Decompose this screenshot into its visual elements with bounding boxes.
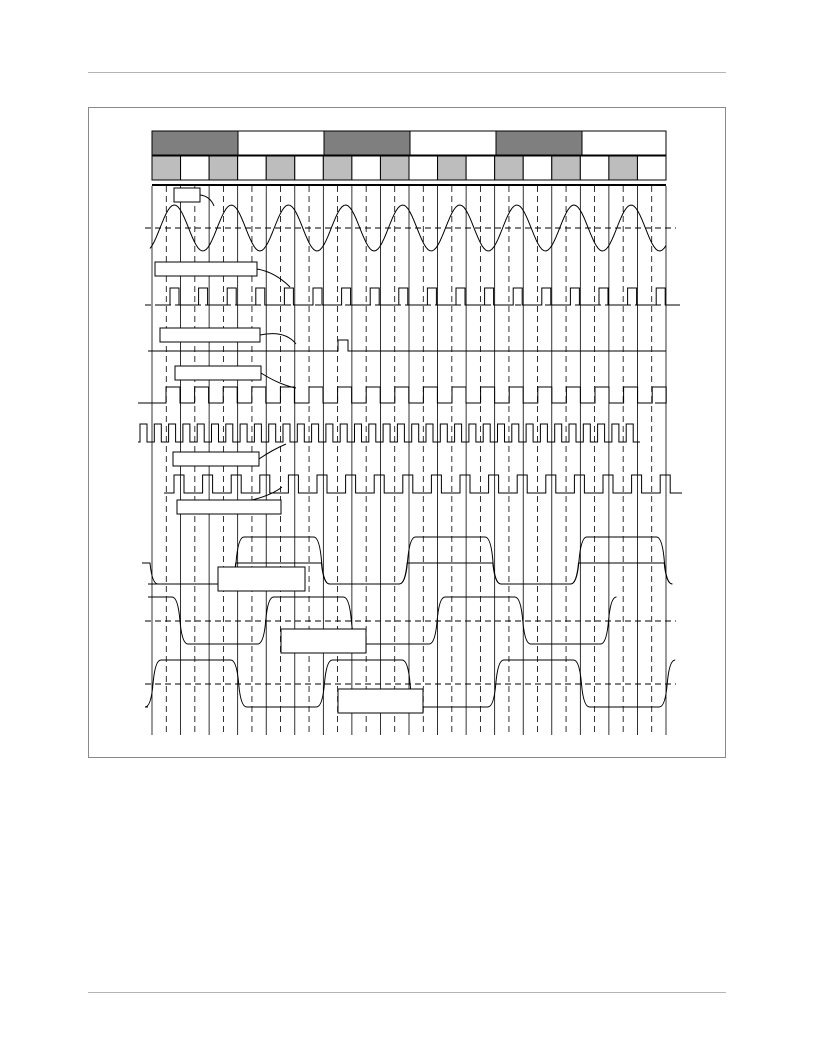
sub-phase-cell bbox=[181, 156, 210, 180]
callout-box-3 bbox=[160, 328, 260, 342]
callout-box-6 bbox=[177, 500, 281, 514]
top-phase-bar bbox=[152, 131, 666, 155]
arrow-1 bbox=[200, 195, 214, 206]
callout-box-1 bbox=[174, 188, 200, 202]
sub-phase-cell bbox=[609, 156, 638, 180]
sub-phase-cell bbox=[266, 156, 295, 180]
sub-phase-cell bbox=[238, 156, 267, 180]
sub-phase-cell bbox=[523, 156, 552, 180]
callout-box-8 bbox=[281, 629, 366, 653]
sub-phase-cell bbox=[552, 156, 581, 180]
sub-phase-cell bbox=[409, 156, 438, 180]
callout-box-9 bbox=[338, 689, 423, 713]
square-wave-signal-1 bbox=[138, 387, 666, 403]
callout-box-2 bbox=[155, 262, 257, 276]
arrow-5 bbox=[259, 444, 286, 459]
sub-phase-cell bbox=[466, 156, 495, 180]
sub-phase-cell bbox=[637, 156, 666, 180]
sub-phase-cell bbox=[152, 156, 181, 180]
sub-phase-cell bbox=[209, 156, 238, 180]
sub-phase-cell bbox=[380, 156, 409, 180]
sub-phase-bar bbox=[152, 156, 666, 185]
sub-phase-cell bbox=[352, 156, 381, 180]
square-wave-signal-2 bbox=[138, 424, 640, 442]
sub-phase-cell bbox=[580, 156, 609, 180]
arrow-3 bbox=[260, 334, 296, 344]
sub-phase-cell bbox=[323, 156, 352, 180]
phase-block-6 bbox=[582, 131, 666, 155]
phase-block-1 bbox=[152, 131, 238, 155]
phase-block-5 bbox=[496, 131, 582, 155]
footer-rule bbox=[88, 992, 726, 993]
arrow-2 bbox=[257, 269, 290, 287]
callout-box-4 bbox=[175, 366, 261, 380]
sub-phase-cell bbox=[438, 156, 467, 180]
sub-phase-cell bbox=[495, 156, 524, 180]
sub-phase-cell bbox=[295, 156, 324, 180]
phase-block-2 bbox=[238, 131, 324, 155]
phase-block-3 bbox=[324, 131, 410, 155]
callout-box-5 bbox=[173, 452, 259, 466]
callout-box-7 bbox=[218, 567, 305, 591]
phase-block-4 bbox=[410, 131, 496, 155]
